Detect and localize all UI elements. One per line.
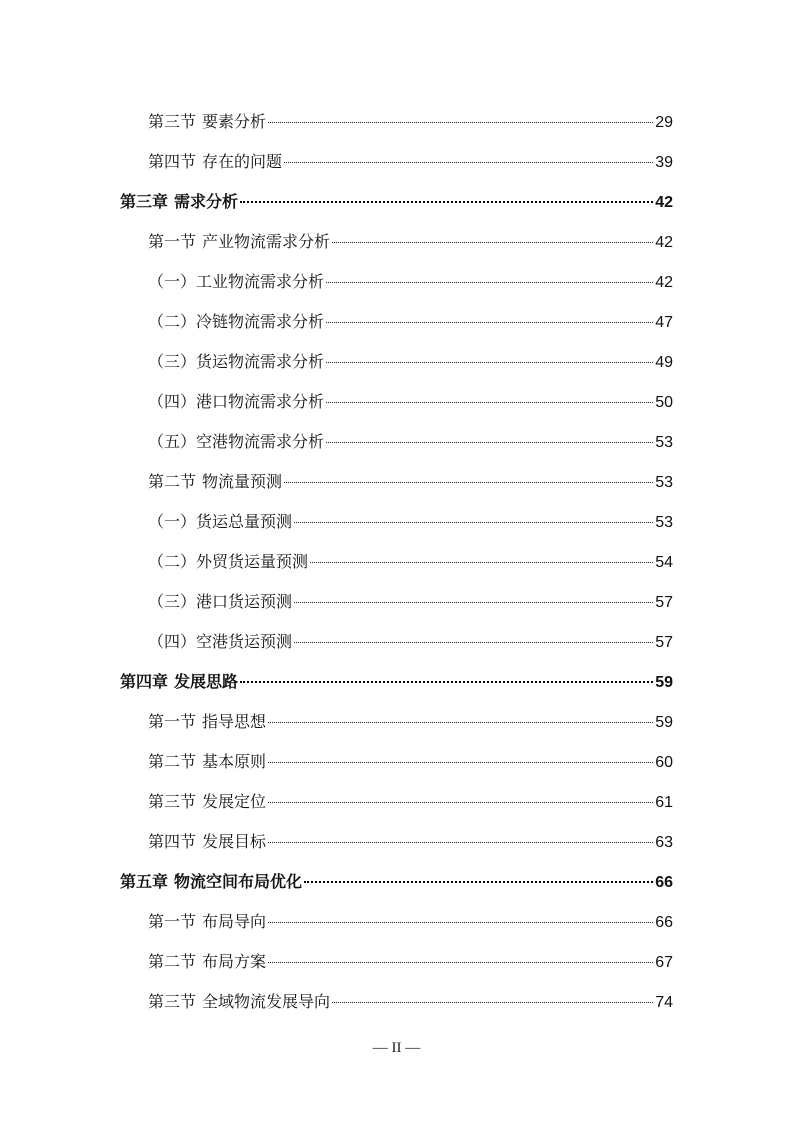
toc-entry-text: （三）货运物流需求分析 [148, 352, 325, 371]
toc-entry-page: 53 [655, 514, 673, 531]
toc-entry-number: 第一节 [148, 912, 197, 931]
toc-entry-title [148, 102, 266, 142]
toc-entry-page: 63 [655, 834, 673, 851]
toc-entry-page: 42 [655, 194, 673, 211]
toc-entry-page: 39 [655, 154, 673, 171]
toc-entry-page: 66 [655, 914, 673, 931]
dot-leader [268, 922, 653, 923]
toc-entry-number: 第三章 [120, 192, 169, 211]
toc-entry-text: （五）空港物流需求分析 [148, 432, 325, 451]
dot-leader [268, 122, 653, 123]
toc-entry-title [148, 142, 282, 182]
dot-leader [268, 722, 653, 723]
dot-leader [304, 881, 653, 883]
toc-entry-title [148, 782, 266, 822]
dot-leader [326, 322, 653, 323]
toc-entry-section[interactable] [0, 822, 793, 862]
toc-entry-page: 53 [655, 474, 673, 491]
toc-entry-page: 47 [655, 314, 673, 331]
toc-entry-sub[interactable] [0, 502, 793, 542]
toc-entry-sub[interactable] [0, 382, 793, 422]
dot-leader [332, 1002, 653, 1003]
toc-entry-page: 42 [655, 274, 673, 291]
toc-entry-section[interactable] [0, 102, 793, 142]
toc-entry-text: （一）工业物流需求分析 [148, 272, 325, 291]
toc-entry-page: 66 [655, 874, 673, 891]
toc-entry-page: 59 [655, 674, 673, 691]
toc-entry-number: 第一节 [148, 232, 197, 251]
toc-entry-title [120, 182, 238, 222]
toc-entry-text: 物流量预测 [202, 472, 283, 491]
toc-entry-title [148, 382, 324, 422]
toc-entry-text: 指导思想 [202, 712, 267, 731]
dot-leader [284, 482, 653, 483]
toc-entry-section[interactable] [0, 902, 793, 942]
dot-leader [326, 282, 653, 283]
toc-entry-number: 第四节 [148, 832, 197, 851]
toc-entry-title [148, 942, 266, 982]
toc-entry-sub[interactable] [0, 542, 793, 582]
toc-entry-text: 发展目标 [202, 832, 267, 851]
toc-entry-text: 发展定位 [202, 792, 267, 811]
toc-entry-page: 67 [655, 954, 673, 971]
toc-entry-title [148, 622, 292, 662]
toc-entry-page: 57 [655, 634, 673, 651]
toc-entry-title [148, 462, 282, 502]
toc-entry-text: 物流空间布局优化 [174, 872, 303, 891]
dot-leader [326, 362, 653, 363]
toc-entry-page: 59 [655, 714, 673, 731]
toc-entry-section[interactable] [0, 942, 793, 982]
toc-entry-section[interactable] [0, 222, 793, 262]
toc-entry-title [148, 582, 292, 622]
dot-leader [310, 562, 653, 563]
toc-entry-section[interactable] [0, 462, 793, 502]
toc-entry-page: 50 [655, 394, 673, 411]
toc-entry-section[interactable] [0, 702, 793, 742]
dot-leader [294, 642, 653, 643]
table-of-contents [0, 102, 793, 1022]
toc-entry-number: 第一节 [148, 712, 197, 731]
toc-entry-title [148, 702, 266, 742]
toc-entry-title [148, 902, 266, 942]
dot-leader [268, 762, 653, 763]
toc-entry-text: 发展思路 [174, 672, 239, 691]
toc-entry-chapter[interactable] [0, 662, 793, 702]
dot-leader [268, 842, 653, 843]
toc-entry-text: 布局导向 [202, 912, 267, 931]
toc-entry-text: 产业物流需求分析 [202, 232, 331, 251]
toc-entry-text: 布局方案 [202, 952, 267, 971]
dot-leader [240, 201, 653, 203]
toc-entry-title [148, 302, 324, 342]
page-number-footer: — II — [372, 1040, 421, 1056]
toc-entry-title [148, 422, 324, 462]
toc-entry-section[interactable] [0, 142, 793, 182]
toc-entry-title [148, 342, 324, 382]
dot-leader [332, 242, 653, 243]
toc-entry-page: 42 [655, 234, 673, 251]
toc-entry-title [120, 862, 302, 902]
toc-entry-section[interactable] [0, 782, 793, 822]
dot-leader [268, 802, 653, 803]
toc-entry-page: 61 [655, 794, 673, 811]
toc-entry-page: 54 [655, 554, 673, 571]
toc-entry-sub[interactable] [0, 582, 793, 622]
toc-entry-title [120, 662, 238, 702]
toc-entry-chapter[interactable] [0, 862, 793, 902]
toc-entry-title [148, 262, 324, 302]
toc-entry-text: （三）港口货运预测 [148, 592, 293, 611]
toc-entry-text: 存在的问题 [202, 152, 283, 171]
toc-entry-sub[interactable] [0, 302, 793, 342]
toc-entry-number: 第三节 [148, 792, 197, 811]
toc-entry-text: 全域物流发展导向 [202, 992, 331, 1011]
dot-leader [326, 402, 653, 403]
toc-entry-number: 第三节 [148, 112, 197, 131]
toc-entry-sub[interactable] [0, 422, 793, 462]
toc-entry-page: 60 [655, 754, 673, 771]
toc-entry-sub[interactable] [0, 262, 793, 302]
toc-entry-title [148, 982, 330, 1022]
dot-leader [294, 602, 653, 603]
toc-entry-text: 要素分析 [202, 112, 267, 131]
dot-leader [294, 522, 653, 523]
toc-entry-number: 第四章 [120, 672, 169, 691]
dot-leader [326, 442, 653, 443]
toc-entry-sub[interactable] [0, 342, 793, 382]
toc-entry-chapter[interactable] [0, 182, 793, 222]
toc-entry-section[interactable] [0, 742, 793, 782]
toc-entry-page: 53 [655, 434, 673, 451]
toc-entry-page: 57 [655, 594, 673, 611]
toc-entry-title [148, 822, 266, 862]
toc-entry-number: 第二节 [148, 472, 197, 491]
toc-entry-number: 第二节 [148, 952, 197, 971]
toc-entry-text: （二）冷链物流需求分析 [148, 312, 325, 331]
toc-entry-text: （四）空港货运预测 [148, 632, 293, 651]
toc-entry-number: 第四节 [148, 152, 197, 171]
toc-entry-text: 基本原则 [202, 752, 267, 771]
toc-entry-title [148, 542, 308, 582]
dot-leader [284, 162, 653, 163]
toc-entry-text: （一）货运总量预测 [148, 512, 293, 531]
toc-entry-text: （四）港口物流需求分析 [148, 392, 325, 411]
toc-entry-text: （二）外贸货运量预测 [148, 552, 309, 571]
toc-entry-page: 74 [655, 994, 673, 1011]
toc-entry-section[interactable] [0, 982, 793, 1022]
toc-entry-title [148, 742, 266, 782]
dot-leader [240, 681, 653, 683]
dot-leader [268, 962, 653, 963]
toc-entry-number: 第五章 [120, 872, 169, 891]
toc-entry-sub[interactable] [0, 622, 793, 662]
toc-entry-title [148, 502, 292, 542]
toc-entry-number: 第三节 [148, 992, 197, 1011]
toc-entry-page: 49 [655, 354, 673, 371]
toc-entry-text: 需求分析 [174, 192, 239, 211]
toc-entry-title [148, 222, 330, 262]
toc-entry-number: 第二节 [148, 752, 197, 771]
toc-entry-page: 29 [655, 114, 673, 131]
